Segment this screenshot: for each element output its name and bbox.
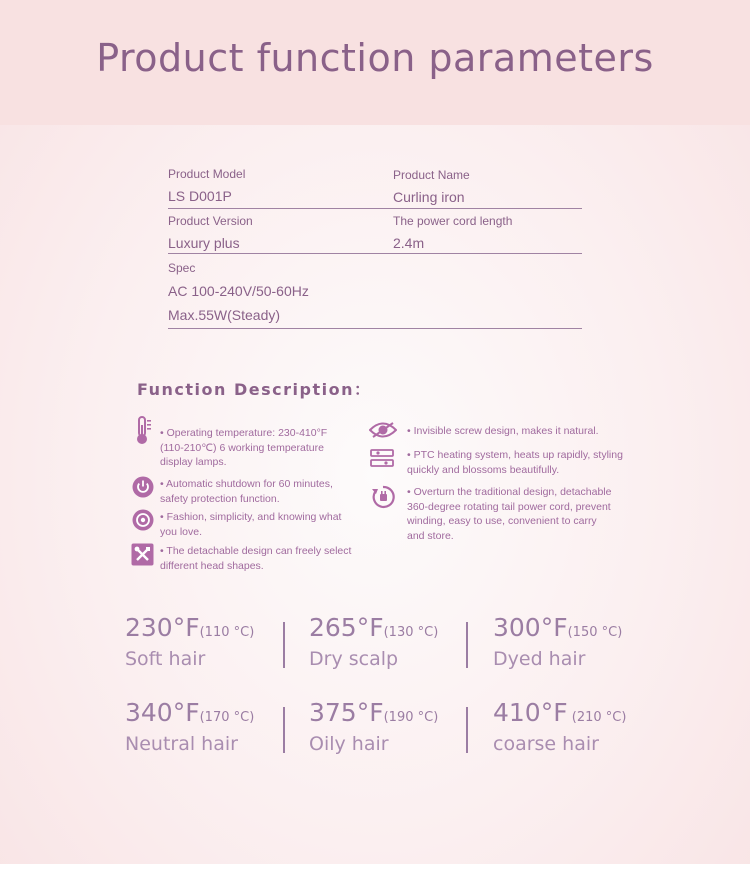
- spec-spec-label: Spec: [168, 261, 196, 275]
- temp-item: [125, 698, 295, 755]
- hair-type: Oily hair: [309, 733, 389, 755]
- hair-type: Dyed hair: [493, 648, 586, 670]
- temp-value: [493, 698, 663, 727]
- hair-type: Dry scalp: [309, 648, 399, 670]
- temp-value: [309, 698, 479, 727]
- spec-model-label: Product Model: [168, 167, 246, 181]
- temp-unit: °F: [356, 613, 384, 642]
- function-description-title: Function Description：: [137, 380, 372, 399]
- temp-c: (170 °C): [199, 710, 255, 725]
- spec-name-label: Product Name: [393, 168, 470, 182]
- spec-name-value: Curling iron: [393, 189, 465, 205]
- feature-line: • Fashion, simplicity, and knowing what: [160, 511, 342, 523]
- feature-rotating-cord: [407, 485, 637, 543]
- feature-line: 360-degree rotating tail power cord, prevent: [407, 500, 611, 513]
- temp-item: [309, 698, 479, 755]
- eye-icon: [369, 421, 397, 444]
- feature-fashion: [160, 510, 360, 539]
- temp-f: 410: [493, 698, 541, 727]
- hair-type: coarse hair: [493, 733, 599, 755]
- temp-unit: °F: [172, 613, 200, 642]
- divider: [168, 328, 582, 329]
- feature-line: you love.: [160, 525, 203, 538]
- spec-cord-value: 2.4m: [393, 235, 425, 251]
- temp-value: [125, 698, 295, 727]
- spec-cord-label: The power cord length: [393, 214, 513, 228]
- temp-item: [493, 613, 663, 670]
- separator: [466, 707, 468, 753]
- feature-line: • Automatic shutdown for 60 minutes,: [160, 478, 333, 490]
- temp-value: [493, 613, 663, 642]
- feature-temperature: [160, 426, 360, 470]
- feature-line: different head shapes.: [160, 559, 264, 572]
- temp-unit: °F: [172, 698, 200, 727]
- feature-ptc-heating: [407, 448, 637, 477]
- separator: [466, 622, 468, 668]
- divider: [168, 253, 582, 254]
- temp-unit: °F: [540, 613, 568, 642]
- spec-spec: [168, 261, 582, 323]
- temp-item: [493, 698, 663, 755]
- heating-icon: [370, 448, 394, 473]
- rotate-plug-icon: [370, 484, 396, 515]
- feature-shutdown: [160, 477, 360, 506]
- page-title: Product function parameters: [96, 36, 654, 80]
- feature-detachable: [160, 544, 370, 573]
- separator: [283, 622, 285, 668]
- spec-version-value: Luxury plus: [168, 235, 240, 251]
- target-icon: [132, 509, 154, 536]
- temp-c: (110 °C): [199, 625, 255, 640]
- temp-f: 230: [125, 613, 173, 642]
- temp-unit: °F: [356, 698, 384, 727]
- feature-line: • Invisible screw design, makes it natural.: [407, 425, 599, 437]
- feature-line: • Operating temperature: 230-410°F: [160, 427, 328, 439]
- feature-line: • Overturn the traditional design, detachable: [407, 486, 612, 498]
- feature-line: quickly and blossoms beautifully.: [407, 463, 560, 476]
- temp-f: 300: [493, 613, 541, 642]
- temp-value: [309, 613, 479, 642]
- thermometer-icon: [136, 416, 152, 451]
- hair-type: Neutral hair: [125, 733, 238, 755]
- hair-type: Soft hair: [125, 648, 206, 670]
- temp-item: [309, 613, 479, 670]
- feature-line: safety protection function.: [160, 492, 280, 505]
- feature-line: • The detachable design can freely select: [160, 545, 352, 557]
- spec-cord: [393, 214, 583, 251]
- divider: [168, 208, 582, 209]
- temp-f: 340: [125, 698, 173, 727]
- separator: [283, 707, 285, 753]
- temp-unit: °F: [540, 698, 568, 727]
- spec-name: [393, 168, 583, 205]
- temp-c: (190 °C): [383, 710, 439, 725]
- spec-spec-value-2: Max.55W(Steady): [168, 307, 281, 323]
- temp-c: (210 °C): [567, 710, 627, 725]
- feature-line: winding, easy to use, convenient to carry: [407, 515, 597, 527]
- temp-value: [125, 613, 295, 642]
- temp-item: [125, 613, 295, 670]
- power-icon: [132, 476, 154, 503]
- spec-model-value: LS D001P: [168, 188, 232, 204]
- spec-spec-value-1: AC 100-240V/50-60Hz: [168, 283, 309, 299]
- feature-line: • PTC heating system, heats up rapidly, styling: [407, 449, 623, 461]
- spec-version-label: Product Version: [168, 214, 253, 228]
- temp-c: (130 °C): [383, 625, 439, 640]
- tools-icon: [131, 543, 154, 571]
- feature-line: and store.: [407, 529, 454, 542]
- temp-f: 265: [309, 613, 357, 642]
- feature-line: (110-210℃) 6 working temperature: [160, 441, 324, 454]
- temp-f: 375: [309, 698, 357, 727]
- feature-line: display lamps.: [160, 456, 227, 468]
- temp-c: (150 °C): [567, 625, 623, 640]
- feature-invisible-screw: [407, 424, 637, 439]
